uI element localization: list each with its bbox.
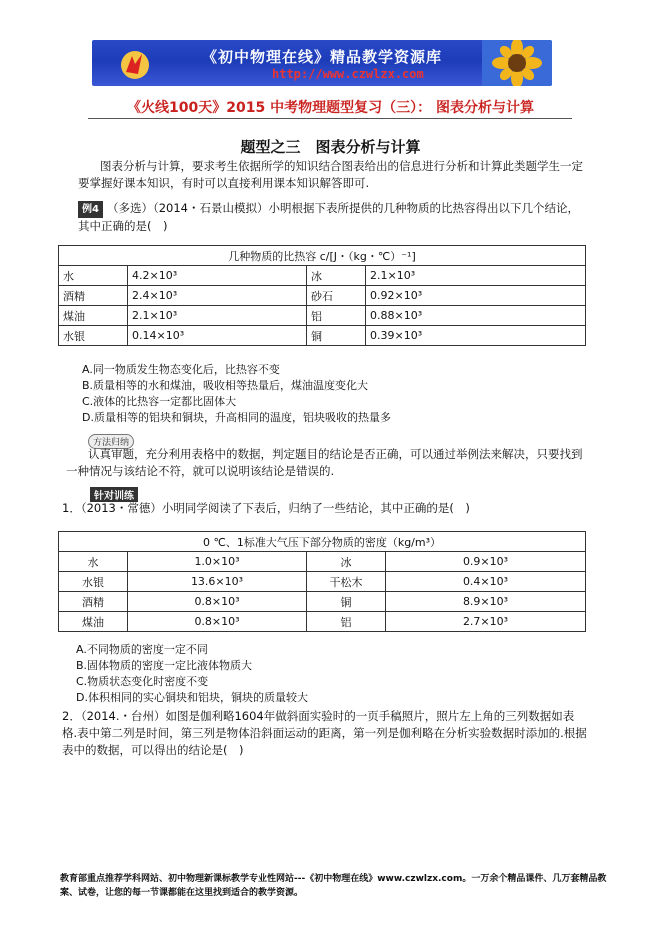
- table-cell: 2.4×10³: [128, 286, 307, 306]
- practice-badge-label: 针对训练: [90, 487, 138, 502]
- table-cell: 水: [59, 266, 128, 286]
- option-b: B.质量相等的水和煤油，吸收相等热量后，煤油温度变化大: [82, 379, 369, 392]
- specific-heat-table: [58, 245, 586, 346]
- option-a: A.不同物质的密度一定不同: [76, 643, 208, 656]
- option-d: D.质量相等的铝块和铜块，升高相同的温度，铝块吸收的热量多: [82, 411, 391, 424]
- banner-title: 《初中物理在线》精品教学资源库: [202, 48, 443, 66]
- table-cell: 0.39×10³: [366, 326, 586, 346]
- table-cell: 水: [59, 552, 128, 572]
- question-2-text: 2．（2014.・台州）如图是伽利略1604年做斜面实验时的一页手稿照片，照片左上角的三列数据如表格.表中第二列是时间，第三列是物体沿斜面运动的距离，第一列是伽利略在分析实验数据时添加的.根据表中的数据，可以得出的结论是( ): [62, 709, 587, 757]
- table-row: [59, 266, 586, 286]
- table-cell: 铜: [307, 592, 386, 612]
- table-cell: 铝: [307, 612, 386, 632]
- table-row: [59, 552, 586, 572]
- method-paragraph: 认真审题，充分利用表格中的数据，判定题目的结论是否正确，可以通过举例法来解决，只要找到一种情况与该结论不符，就可以说明该结论是错误的.: [66, 447, 583, 478]
- table-row: [59, 306, 586, 326]
- table-cell: 水银: [59, 326, 128, 346]
- page-footer: 教育部重点推荐学科网站、初中物理新课标教学专业性网站---《初中物理在线》www.czwlzx.com。一万余个精品课件、几万套精品教案、试卷，让您的每一节课都能在这里找到适合的教学资源。: [60, 874, 607, 898]
- table-cell: 铜: [307, 326, 366, 346]
- table-row: [59, 592, 586, 612]
- header-banner: [92, 40, 552, 86]
- table-caption: 0 ℃、1标准大气压下部分物质的密度（kg/m³）: [59, 532, 586, 552]
- option-a: A.同一物质发生物态变化后，比热容不变: [82, 363, 280, 376]
- table-cell: 0.9×10³: [386, 552, 586, 572]
- table-cell: 水银: [59, 572, 128, 592]
- example-4-question: [78, 200, 586, 235]
- section-title: 题型之三 图表分析与计算: [240, 138, 421, 156]
- table-row: [59, 326, 586, 346]
- table-cell: 8.9×10³: [386, 592, 586, 612]
- option-c: C.液体的比热容一定都比固体大: [82, 395, 237, 408]
- table-cell: 0.8×10³: [128, 612, 307, 632]
- table-cell: 2.1×10³: [128, 306, 307, 326]
- table-cell: 冰: [307, 266, 366, 286]
- example-badge: 例4: [78, 201, 103, 218]
- table-cell: 0.4×10³: [386, 572, 586, 592]
- table-cell: 4.2×10³: [128, 266, 307, 286]
- intro-paragraph: 图表分析与计算，要求考生依据所学的知识结合图表给出的信息进行分析和计算此类题学生一定要掌握好课本知识，有时可以直接利用课本知识解答即可.: [78, 159, 583, 190]
- table-cell: 0.88×10³: [366, 306, 586, 326]
- table-cell: 铝: [307, 306, 366, 326]
- table-cell: 2.1×10³: [366, 266, 586, 286]
- sunflower-icon: [482, 40, 552, 86]
- table-cell: 0.92×10³: [366, 286, 586, 306]
- site-logo-icon: [120, 50, 150, 80]
- option-c: C.物质状态变化时密度不变: [76, 675, 209, 688]
- question-1-options: [76, 642, 576, 706]
- method-badge-label: 方法归纳: [88, 434, 134, 449]
- banner-url[interactable]: http://www.czwlzx.com: [272, 67, 424, 81]
- table-row: [59, 286, 586, 306]
- table-cell: 0.8×10³: [128, 592, 307, 612]
- table-cell: 干松木: [307, 572, 386, 592]
- table-cell: 2.7×10³: [386, 612, 586, 632]
- table-cell: 0.14×10³: [128, 326, 307, 346]
- example-4-options: [82, 362, 582, 426]
- table-row: [59, 612, 586, 632]
- example-4-text: （多选）（2014・石景山模拟）小明根据下表所提供的几种物质的比热容得出以下几个结论，其中正确的是( ): [78, 201, 579, 233]
- table-cell: 煤油: [59, 306, 128, 326]
- option-b: B.固体物质的密度一定比液体物质大: [76, 659, 253, 672]
- header-divider: [88, 118, 572, 119]
- density-table: [58, 531, 586, 632]
- table-cell: 煤油: [59, 612, 128, 632]
- table-cell: 酒精: [59, 286, 128, 306]
- table-cell: 砂石: [307, 286, 366, 306]
- table-cell: 冰: [307, 552, 386, 572]
- table-cell: 13.6×10³: [128, 572, 307, 592]
- table-cell: 1.0×10³: [128, 552, 307, 572]
- document-header-title: 《火线100天》2015 中考物理题型复习（三）： 图表分析与计算: [127, 100, 534, 116]
- table-caption: 几种物质的比热容 c/[J・（kg・℃）⁻¹]: [59, 246, 586, 266]
- question-1-text: 1．（2013・常德）小明同学阅读了下表后，归纳了一些结论，其中正确的是( ): [62, 501, 470, 515]
- table-row: [59, 572, 586, 592]
- option-d: D.体积相同的实心铜块和铝块，铜块的质量较大: [76, 691, 308, 704]
- table-cell: 酒精: [59, 592, 128, 612]
